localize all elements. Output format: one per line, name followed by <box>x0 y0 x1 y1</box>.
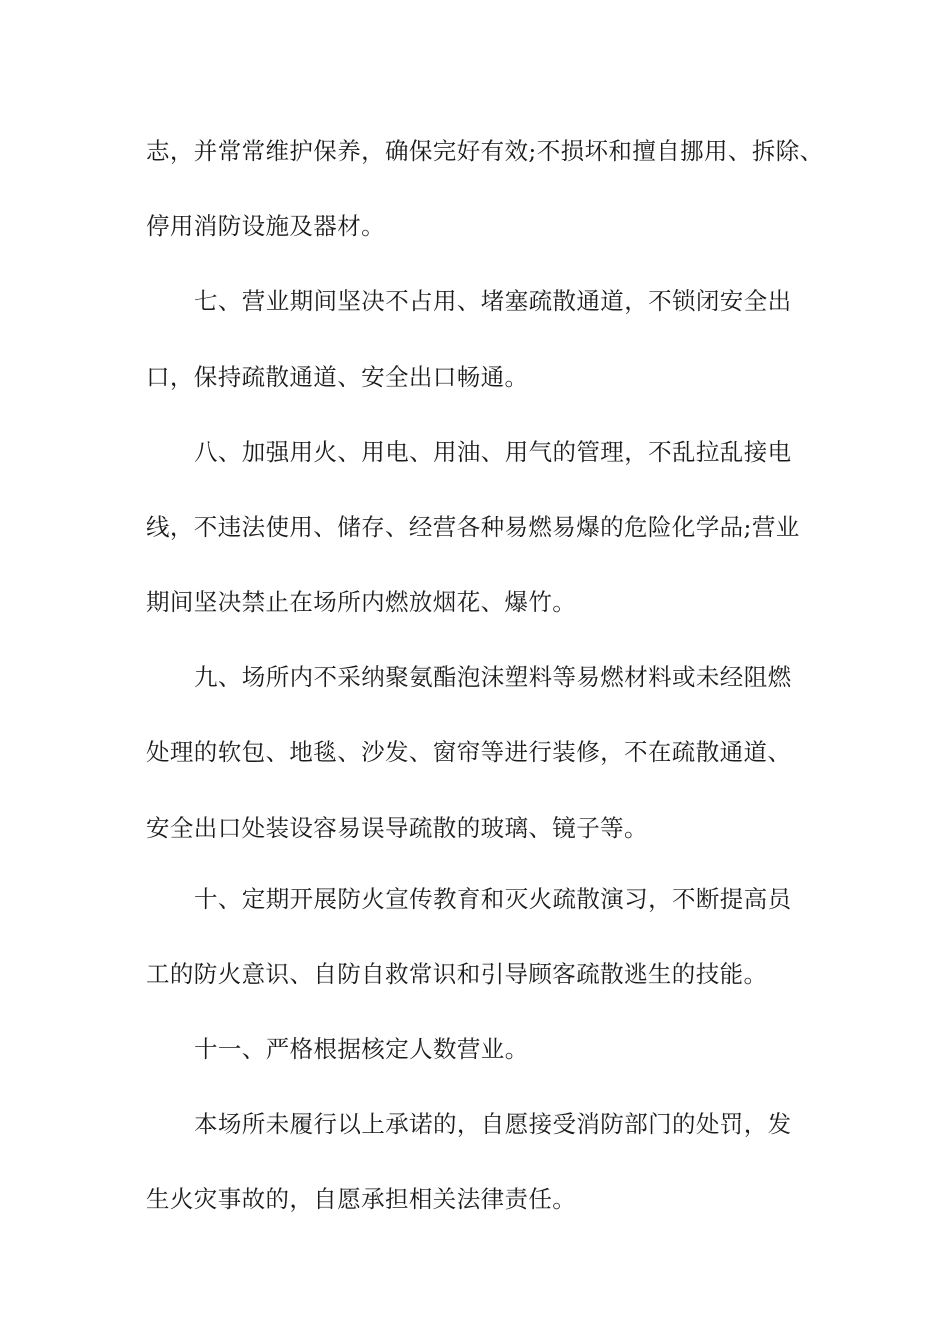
text-line: 十一、严格根据核定人数营业。 <box>194 1035 529 1063</box>
text-line: 七、营业期间坚决不占用、堵塞疏散通道，不锁闭安全出 <box>194 287 792 315</box>
text-line: 志，并常常维护保养，确保完好有效;不损坏和擅自挪用、拆除、 <box>146 137 824 165</box>
text-line: 期间坚决禁止在场所内燃放烟花、爆竹。 <box>146 588 577 616</box>
text-line: 十、定期开展防火宣传教育和灭火疏散演习，不断提高员 <box>194 885 792 913</box>
text-line: 处理的软包、地毯、沙发、窗帘等进行装修，不在疏散通道、 <box>146 738 792 766</box>
text-line: 安全出口处装设容易误导疏散的玻璃、镜子等。 <box>146 814 648 842</box>
text-line: 九、场所内不采纳聚氨酯泡沫塑料等易燃材料或未经阻燃 <box>194 663 792 691</box>
text-line: 八、加强用火、用电、用油、用气的管理，不乱拉乱接电 <box>194 438 792 466</box>
text-line: 本场所未履行以上承诺的，自愿接受消防部门的处罚，发 <box>194 1110 792 1138</box>
text-line: 口，保持疏散通道、安全出口畅通。 <box>146 363 529 391</box>
text-line: 生火灾事故的，自愿承担相关法律责任。 <box>146 1185 577 1213</box>
text-line: 工的防火意识、自防自救常识和引导顾客疏散逃生的技能。 <box>146 960 768 988</box>
text-line: 停用消防设施及器材。 <box>146 212 385 240</box>
text-line: 线，不违法使用、储存、经营各种易燃易爆的危险化学品;营业 <box>146 513 800 541</box>
